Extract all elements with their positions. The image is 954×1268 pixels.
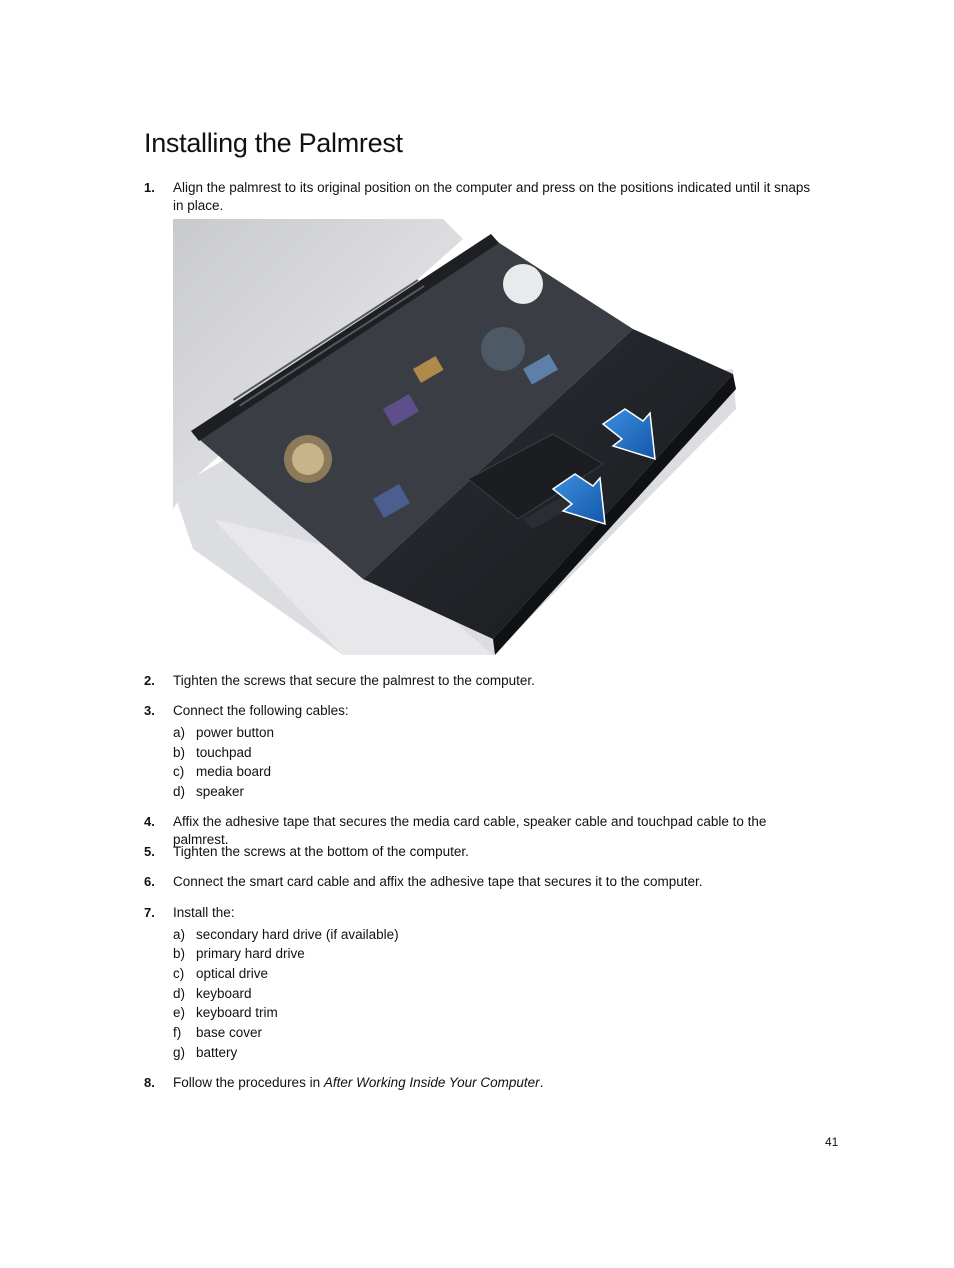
sub-item-text: power button (196, 725, 275, 740)
step-text: Tighten the screws at the bottom of the computer. (173, 844, 469, 859)
step-text: Install the: (173, 905, 235, 920)
sub-item-text: keyboard trim (196, 1005, 278, 1020)
sub-item (173, 926, 399, 944)
step-text: Align the palmrest to its original position on the computer and press on the positions indicated until it snaps in place. (173, 180, 811, 213)
sub-item (173, 985, 252, 1003)
step-text: Tighten the screws that secure the palmrest to the computer. (173, 673, 535, 688)
sub-item (173, 1004, 278, 1022)
sub-item (173, 945, 305, 963)
sub-item-letter: a) (173, 927, 186, 942)
sub-item-letter: a) (173, 725, 186, 740)
step-number: 3. (144, 703, 155, 718)
step-number: 2. (144, 673, 155, 688)
step-text-lead: Follow the procedures in (173, 1075, 324, 1090)
sub-item-letter: d) (173, 986, 186, 1001)
step-number: 5. (144, 844, 155, 859)
sub-item-letter: b) (173, 946, 186, 961)
cross-reference-link-text: After Working Inside Your Computer (323, 1075, 540, 1090)
sub-item-letter: g) (173, 1045, 186, 1060)
sub-item-text: secondary hard drive (if available) (196, 927, 399, 942)
step-text (173, 1074, 823, 1092)
sub-item-letter: c) (173, 966, 185, 981)
palmrest-illustration (173, 219, 736, 655)
step-text: Connect the smart card cable and affix the adhesive tape that secures it to the computer. (173, 874, 703, 889)
sub-item-text: touchpad (196, 745, 252, 760)
coin-battery (503, 264, 543, 304)
sub-item (173, 744, 252, 762)
sub-item (173, 1024, 262, 1042)
page-number: 41 (825, 1135, 839, 1149)
step-number: 6. (144, 874, 155, 889)
sub-item (173, 763, 271, 781)
sub-item-letter: c) (173, 764, 185, 779)
sub-item-text: primary hard drive (196, 946, 305, 961)
sub-item-text: keyboard (196, 986, 252, 1001)
sub-item-text: base cover (196, 1025, 263, 1040)
sub-item-letter: d) (173, 784, 186, 799)
sub-item-text: media board (196, 764, 272, 779)
laptop-palmrest-image (173, 219, 736, 655)
step-text: Connect the following cables: (173, 703, 349, 718)
page-title: Installing the Palmrest (144, 128, 403, 158)
sub-item (173, 1044, 237, 1062)
sub-item-letter: b) (173, 745, 186, 760)
sub-item-text: speaker (196, 784, 245, 799)
step-text: Affix the adhesive tape that secures the media card cable, speaker cable and touchpad cable to the palmrest. (173, 814, 767, 847)
sub-item (173, 724, 274, 742)
step-number: 4. (144, 814, 155, 829)
sub-item (173, 783, 244, 801)
fan-right (481, 327, 525, 371)
sub-item-letter: f) (173, 1025, 182, 1040)
step-number: 8. (144, 1075, 155, 1090)
step-number: 7. (144, 905, 155, 920)
sub-item-text: optical drive (196, 966, 269, 981)
sub-item (173, 965, 268, 983)
step-text-end: . (539, 1075, 544, 1090)
sub-item-letter: e) (173, 1005, 186, 1020)
step-number: 1. (144, 180, 155, 195)
sub-item-text: battery (196, 1045, 238, 1060)
